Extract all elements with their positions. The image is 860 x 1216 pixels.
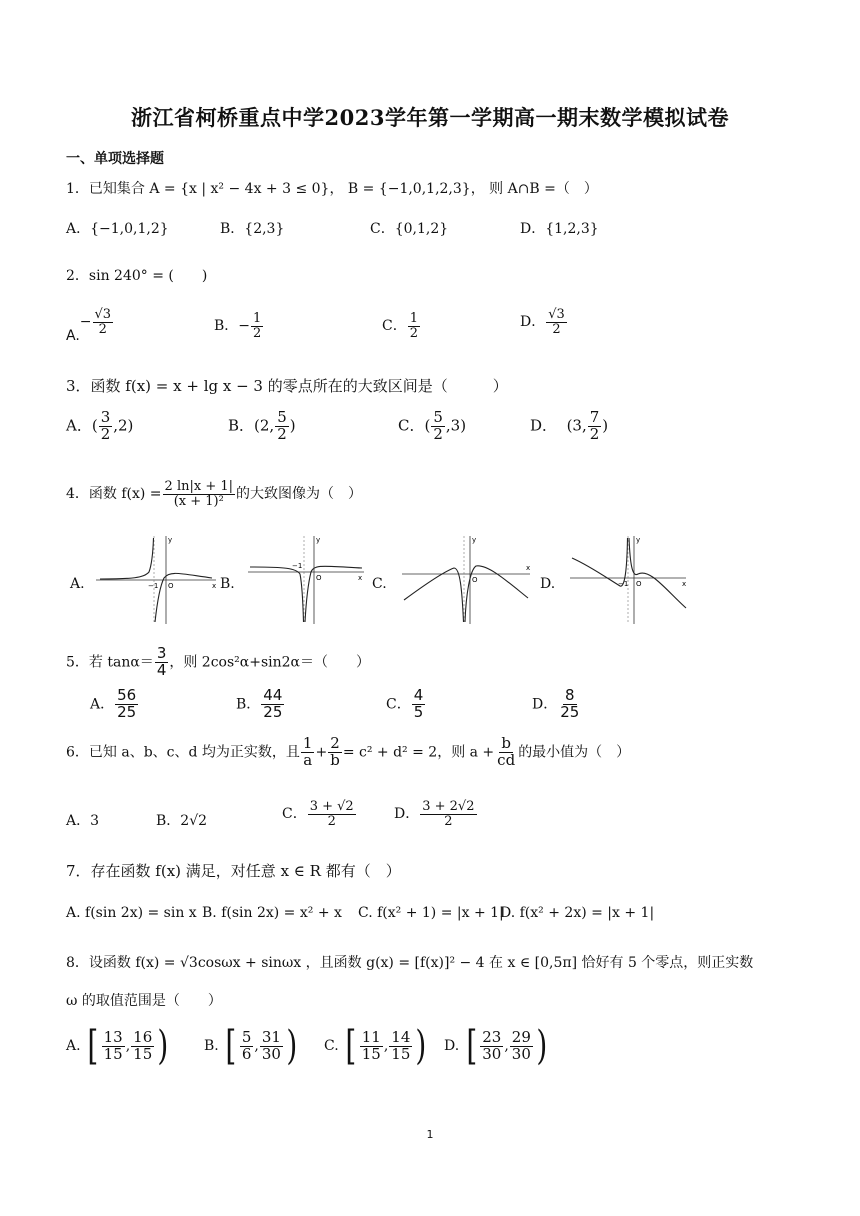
q5-a-den: 25 <box>117 702 137 721</box>
q8-c-den2: 15 <box>391 1044 411 1063</box>
q5-option-b <box>236 688 285 721</box>
q2-b-label: B． <box>214 318 239 335</box>
q8-a-den2: 15 <box>133 1044 153 1063</box>
q4-pre: 4．函数 f(x) = <box>66 486 162 503</box>
x-label: x <box>212 582 217 590</box>
q3-d-label: D． <box>530 416 558 435</box>
q3-c-post: ,3) <box>445 416 467 435</box>
q3-b-den: 2 <box>277 424 287 443</box>
q3-c-label: C． <box>398 416 425 435</box>
q7-option-d: D. f(x² + 2x) = |x + 1| <box>500 905 655 921</box>
q5-a-label: A． <box>90 696 115 713</box>
q8-b-comma: , <box>254 1038 259 1054</box>
q8-c-label: C. <box>324 1038 339 1054</box>
q3-b-pre: (2, <box>254 416 275 435</box>
page-title: 浙江省柯桥重点中学2023学年第一学期高一期末数学模拟试卷 <box>131 105 729 130</box>
q8-d-left-bracket: [ <box>465 1023 477 1069</box>
q8-b-num1: 5 <box>241 1027 252 1046</box>
q2-c-den: 2 <box>409 325 418 341</box>
q3-d-den: 2 <box>589 424 600 443</box>
q3-c-pre: ( <box>424 416 431 435</box>
q6-f3-den: cd <box>497 750 516 769</box>
question-8-stem: 8．设函数 f(x) = √3cosωx + sinωx ，且函数 g(x) = [f(x)]² − 4 在 x ∈ [0,5π] 恰好有 5 个零点，则正实数 <box>66 955 754 971</box>
q7-option-b: B. f(sin 2x) = x² + x <box>202 905 342 921</box>
curve-left <box>404 568 464 622</box>
q2-a-sign: − <box>79 314 92 331</box>
q4-den: (x + 1)² <box>173 493 224 509</box>
q6-c-den: 2 <box>327 813 336 829</box>
q1-option-b: B．{2,3} <box>220 221 285 237</box>
curve-right <box>629 538 686 608</box>
curve-left <box>100 538 154 579</box>
q6-d-den: 2 <box>444 813 453 829</box>
q4-option-d-label: D. <box>540 576 556 592</box>
q8-d-num1: 23 <box>482 1027 502 1046</box>
q8-b-left-bracket: [ <box>225 1023 237 1069</box>
q8-a-num1: 13 <box>103 1027 123 1046</box>
q8-option-a <box>66 1023 171 1069</box>
q4-post: 的大致图像为（ ） <box>236 486 362 503</box>
q3-a-label: A． <box>66 416 92 435</box>
q8-c-right-bracket: ) <box>415 1023 427 1069</box>
q4-option-a-label: A. <box>70 576 85 592</box>
q1-option-d: D．{1,2,3} <box>520 221 599 237</box>
q3-d-post: ) <box>602 416 609 435</box>
q8-d-num2: 29 <box>511 1027 531 1046</box>
q4-graph-b <box>244 534 368 626</box>
q6-option-b: B．2√2 <box>156 813 208 829</box>
q3-d-pre: (3, <box>566 416 587 435</box>
q3-b-post: ) <box>289 416 296 435</box>
q5-d-num: 8 <box>565 686 575 704</box>
y-label: y <box>472 536 477 544</box>
curve-right <box>155 573 212 622</box>
q8-option-d <box>444 1023 550 1069</box>
q5-c-num: 4 <box>413 686 424 704</box>
neg1-label: −1 <box>618 580 629 588</box>
q5-b-num: 44 <box>263 686 283 704</box>
neg1-label: −1 <box>292 562 303 570</box>
q3-a-num: 3 <box>100 408 111 426</box>
q8-a-num2: 16 <box>133 1027 153 1046</box>
q2-option-c <box>382 312 421 340</box>
q8-b-den2: 30 <box>261 1044 281 1063</box>
q8-d-comma: , <box>504 1038 509 1054</box>
q2-c-label: C． <box>382 318 407 335</box>
question-5-stem <box>66 646 370 679</box>
q4-graph-d <box>566 534 690 626</box>
q2-d-label: D． <box>520 314 546 331</box>
question-7-stem: 7．存在函数 f(x) 满足，对任意 x ∈ R 都有（ ） <box>66 862 401 880</box>
q5-den: 4 <box>156 660 167 679</box>
q6-f1-num: 1 <box>302 734 313 752</box>
q6-option-a: A．3 <box>66 813 100 829</box>
q8-b-den1: 6 <box>241 1044 252 1063</box>
q5-option-a <box>90 688 139 721</box>
q8-c-num1: 11 <box>361 1027 381 1046</box>
q8-d-den1: 30 <box>482 1044 502 1063</box>
q8-d-right-bracket: ) <box>536 1023 548 1069</box>
q4-option-b-label: B. <box>220 576 235 592</box>
q6-c-num: 3 + √2 <box>309 799 354 814</box>
origin-label: O <box>636 580 642 588</box>
q1-option-a: A．{−1,0,1,2} <box>66 221 169 237</box>
q5-d-den: 25 <box>560 702 580 721</box>
q6-f2-num: 2 <box>330 734 340 752</box>
q5-option-c <box>386 688 426 721</box>
q8-option-c <box>324 1023 429 1069</box>
q4-option-c-label: C. <box>372 576 387 592</box>
q5-c-label: C． <box>386 696 411 713</box>
q5-d-label: D． <box>532 696 558 713</box>
q2-b-den: 2 <box>253 325 262 341</box>
q3-d-num: 7 <box>589 408 600 426</box>
q8-c-comma: , <box>383 1038 389 1054</box>
question-6-stem <box>66 736 630 769</box>
question-3-stem: 3．函数 f(x) = x + lg x − 3 的零点所在的大致区间是（ ） <box>66 377 508 395</box>
q2-b-num: 1 <box>253 311 262 326</box>
q8-c-left-bracket: [ <box>345 1023 357 1069</box>
q2-d-num: √3 <box>548 307 565 322</box>
q2-b-sign: − <box>238 318 251 335</box>
q8-b-right-bracket: ) <box>286 1023 298 1069</box>
q3-option-c <box>398 410 466 443</box>
curve-right <box>305 566 362 622</box>
q5-post: ，则 2cos²α+sin2α＝（ ） <box>169 654 371 671</box>
q6-post: 的最小值为（ ） <box>518 744 631 761</box>
curve-left <box>572 538 628 586</box>
q8-option-b <box>204 1023 300 1069</box>
q6-f1-den: a <box>303 750 313 769</box>
q8-a-label: A. <box>66 1038 81 1054</box>
q8-a-comma: , <box>125 1038 131 1054</box>
section-heading: 一、单项选择题 <box>66 151 164 167</box>
q2-c-num: 1 <box>409 311 418 326</box>
q2-a-den: 2 <box>98 321 107 337</box>
origin-label: O <box>168 582 174 590</box>
q3-b-num: 5 <box>277 408 287 426</box>
q8-c-num2: 14 <box>391 1027 411 1046</box>
q4-num: 2 ln|x + 1| <box>164 479 233 494</box>
q5-a-num: 56 <box>117 686 137 704</box>
q6-f3-num: b <box>501 734 511 752</box>
q6-plus: + <box>315 744 328 761</box>
q3-a-pre: ( <box>91 416 98 435</box>
q8-d-den2: 30 <box>511 1044 531 1063</box>
question-4-stem <box>66 480 362 508</box>
q6-option-c <box>282 800 357 828</box>
q6-d-label: D． <box>394 806 420 823</box>
q6-d-num: 3 + 2√2 <box>422 799 475 814</box>
q3-a-post: ,2) <box>113 416 134 435</box>
x-label: x <box>526 564 531 572</box>
q8-b-label: B. <box>204 1038 219 1054</box>
q8-b-num2: 31 <box>261 1027 281 1046</box>
q5-pre: 5．若 tanα＝ <box>66 654 154 671</box>
q3-c-num: 5 <box>433 408 443 426</box>
curve-left <box>250 567 304 622</box>
q2-option-a <box>66 308 114 344</box>
origin-label: O <box>472 576 478 584</box>
q6-f2-den: b <box>330 750 340 769</box>
q5-c-den: 5 <box>413 702 424 721</box>
q7-option-c: C. f(x² + 1) = |x + 1| <box>358 905 504 921</box>
page-number: 1 <box>426 1128 434 1141</box>
q6-c-label: C． <box>282 806 307 823</box>
neg1-label: −1 <box>148 582 159 590</box>
q6-pre: 6．已知 a、b、c、d 均为正实数，且 <box>66 744 300 761</box>
q3-option-d <box>530 410 608 443</box>
q3-option-a <box>66 410 133 443</box>
origin-label: O <box>316 574 322 582</box>
q5-b-label: B． <box>236 696 261 713</box>
q8-d-label: D. <box>444 1038 460 1054</box>
question-1-stem: 1．已知集合 A = {x | x² − 4x + 3 ≤ 0}， B = {−1,0,1,2,3}， 则 A∩B =（ ） <box>66 181 598 197</box>
q8-a-den1: 15 <box>103 1044 123 1063</box>
q5-option-d <box>532 688 582 721</box>
question-8-stem-line2: ω 的取值范围是（ ） <box>66 993 222 1009</box>
q4-graph-c <box>398 534 534 626</box>
q8-c-den1: 15 <box>361 1044 381 1063</box>
q2-option-d <box>520 308 568 336</box>
q2-option-b <box>214 312 264 340</box>
q1-option-c: C．{0,1,2} <box>370 221 449 237</box>
q6-mid: = c² + d² = 2，则 a + <box>342 744 495 761</box>
y-label: y <box>636 536 641 544</box>
q3-b-label: B． <box>228 416 255 435</box>
q7-option-a: A. f(sin 2x) = sin x <box>66 905 197 921</box>
q6-option-d <box>394 800 478 828</box>
q2-a-num: √3 <box>94 307 112 322</box>
q4-graph-a <box>92 534 220 626</box>
question-2-stem: 2．sin 240° = ( ) <box>66 268 208 284</box>
q3-a-den: 2 <box>100 424 111 443</box>
x-label: x <box>358 574 363 582</box>
q8-a-right-bracket: ) <box>157 1023 169 1069</box>
q2-a-label: A. <box>66 328 80 345</box>
q3-option-b <box>228 410 296 443</box>
q5-num: 3 <box>156 644 167 662</box>
q5-b-den: 25 <box>263 702 283 721</box>
q3-c-den: 2 <box>433 424 443 443</box>
q8-a-left-bracket: [ <box>87 1023 99 1069</box>
y-label: y <box>316 536 321 544</box>
x-label: x <box>682 580 687 588</box>
q2-d-den: 2 <box>552 321 561 337</box>
y-label: y <box>168 536 173 544</box>
